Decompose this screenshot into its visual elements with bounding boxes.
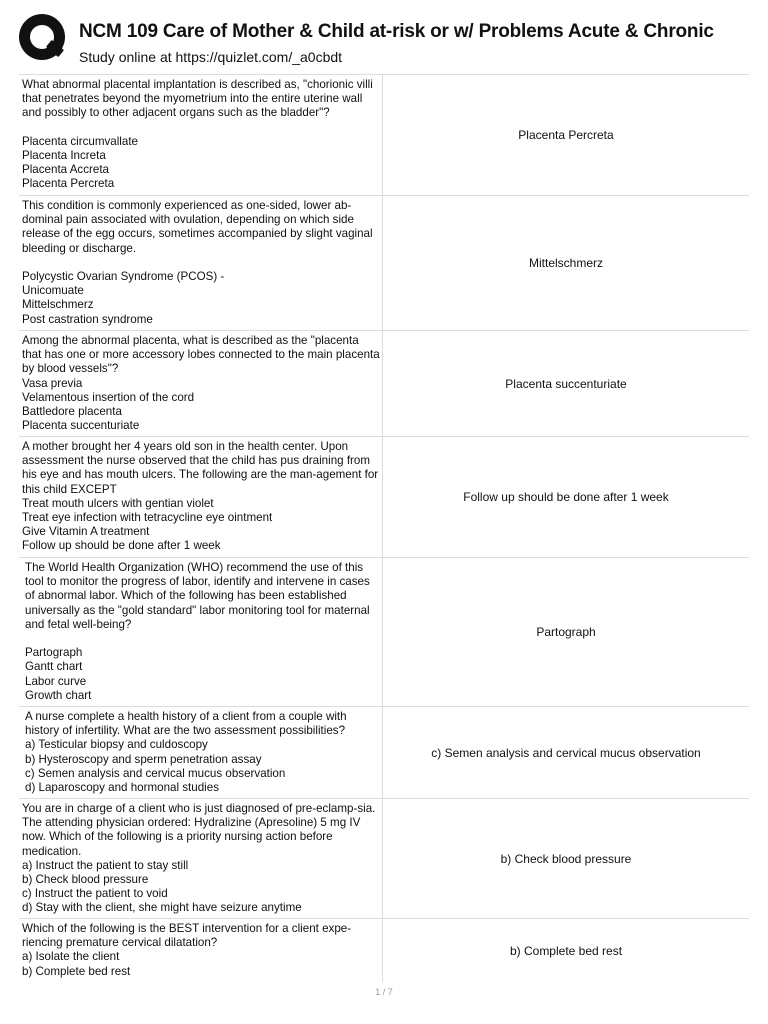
flashcard-term: You are in charge of a client who is just diagnosed of pre-eclamp-sia. The attending physician ordered: Hydralizine (Apresoline) 5 mg IV now. Which of the following is a priority nursing action before medication. a) Instruct the patient to stay still b) Check blood pressure c) Instruct the patient to void d) Stay with the client, she might have seizure anytime	[19, 799, 383, 918]
flashcard-definition: Mittelschmerz	[528, 256, 603, 270]
flashcard-term: The World Health Organization (WHO) recommend the use of this tool to monitor the progress of labor, identify and intervene in cases of abnormal labor. Which of the following has been established universally as the "gold standard" labor monitoring tool for maternal and fetal well-being? Partograph Gantt chart Labor curve Growth chart	[19, 558, 383, 706]
flashcard	[19, 195, 749, 330]
flashcard-term: Among the abnormal placenta, what is described as the "placenta that has one or more accessory lobes connected to the main placenta by blood vessels"? Vasa previa Velamentous insertion of the cord Battledore placenta Placenta succenturiate	[19, 331, 383, 436]
page-number: 1 / 7	[375, 987, 393, 997]
flashcard	[19, 436, 749, 557]
flashcard	[19, 918, 749, 982]
flashcard-definition: b) Complete bed rest	[509, 943, 623, 958]
flashcard-term: This condition is commonly experienced as one-sided, lower ab-dominal pain associated with ovulation, depending on which side release of the egg occurs, sometimes accompanied by slight vaginal bleeding or discharge. Polycystic Ovarian Syndrome (PCOS) - Unicomuate Mittelschmerz Post castration syndrome	[19, 196, 383, 330]
study-online-link[interactable]: Study online at https://quizlet.com/_a0cbdt	[79, 49, 343, 65]
flashcard-definition: Follow up should be done after 1 week	[463, 490, 669, 504]
page-header	[0, 0, 768, 74]
flashcard-list	[19, 74, 749, 982]
quizlet-logo-icon	[19, 14, 65, 60]
flashcard	[19, 330, 749, 436]
flashcard	[19, 74, 749, 195]
flashcard-definition: c) Semen analysis and cervical mucus observation	[431, 745, 701, 760]
flashcard-term: What abnormal placental implantation is described as, "chorionic villi that penetrates beyond the myometrium into the entire uterine wall and possibly to other adjacent organs such as the bladder"? Placenta circumvallate Placenta Increta Placenta Accreta Placenta Percreta	[19, 75, 383, 195]
flashcard-term: A nurse complete a health history of a client from a couple with history of infertility. What are the two assessment possibilities? a) Testicular biopsy and culdoscopy b) Hysteroscopy and sperm penetration assay c) Semen analysis and cervical mucus observation d) Laparoscopy and hormonal studies	[19, 707, 383, 798]
flashcard-term: Which of the following is the BEST intervention for a client expe-riencing premature cervical dilatation? a) Isolate the client b) Complete bed rest	[19, 919, 383, 982]
flashcard	[19, 706, 749, 798]
flashcard-term: A mother brought her 4 years old son in the health center. Upon assessment the nurse observed that the child has pus draining from his eye and has mouth ulcers. The following are the man-agement for this child EXCEPT Treat mouth ulcers with gentian violet Treat eye infection with tetracycline eye ointment Give Vitamin A treatment Follow up should be done after 1 week	[19, 437, 383, 557]
flashcard	[19, 557, 749, 706]
flashcard-definition: Placenta Percreta	[518, 128, 614, 142]
page-title: NCM 109 Care of Mother & Child at-risk or w/ Problems Acute & Chronic	[79, 21, 714, 42]
flashcard-definition: Placenta succenturiate	[505, 376, 627, 391]
flashcard-definition: b) Check blood pressure	[500, 851, 632, 866]
flashcard-definition: Partograph	[536, 625, 596, 639]
flashcard	[19, 798, 749, 918]
